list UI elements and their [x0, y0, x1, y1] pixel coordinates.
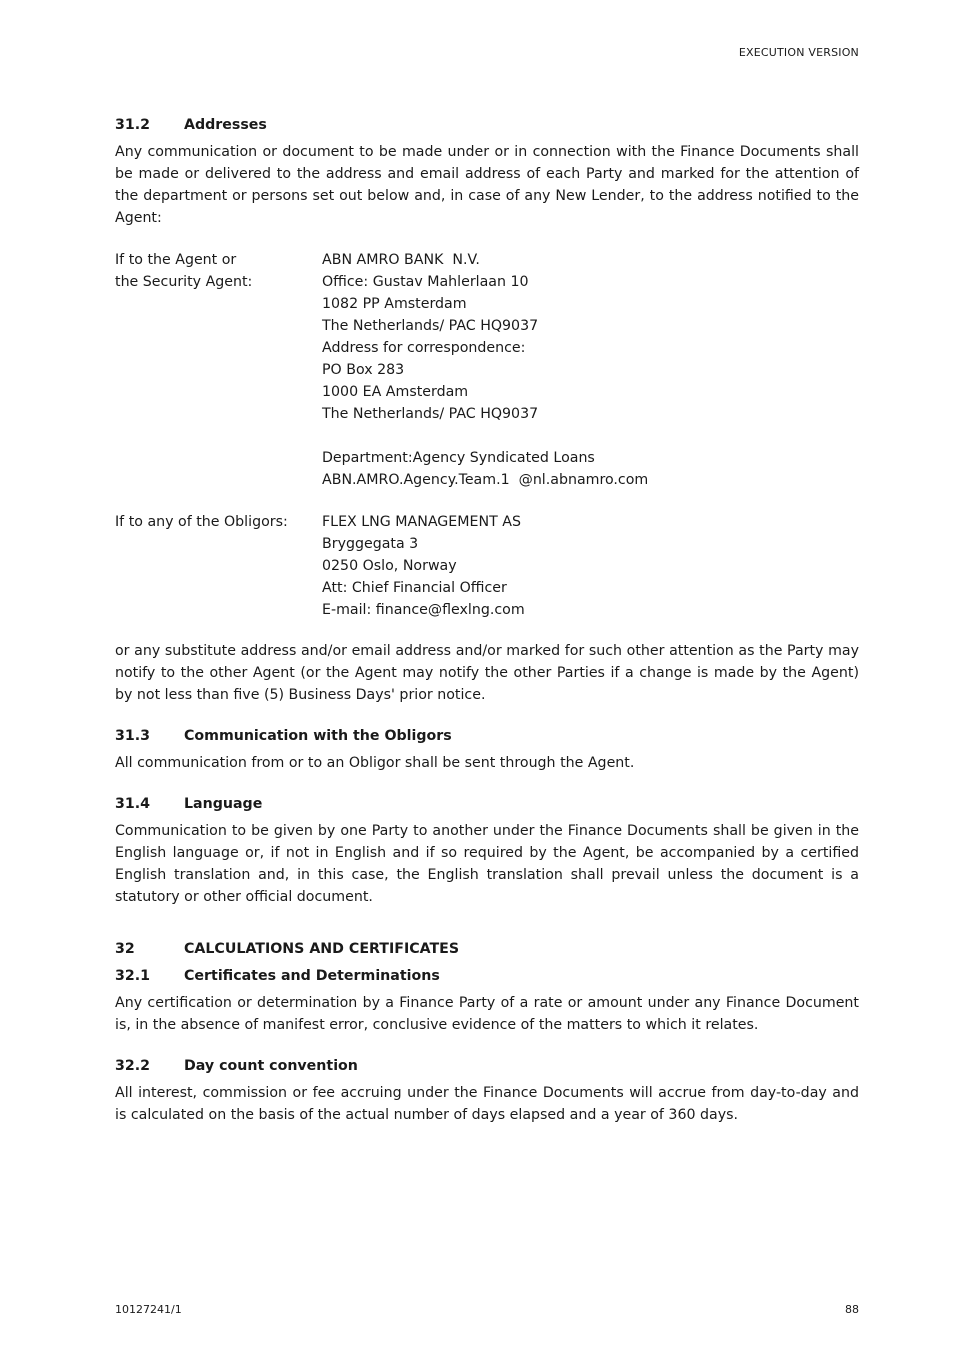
language-paragraph: Communication to be given by one Party to another under the Finance Documents shall be given in the English language or, if not in English and if so required by the Agent, be accompanied by a certified English translation and, in this case, the English translation shall prevail unless the document is a statutory or other official document. — [115, 823, 859, 905]
address-line: ABN AMRO BANK N.V. — [322, 252, 480, 268]
spacer — [322, 425, 648, 447]
section-number: 32.2 — [115, 1058, 151, 1074]
heading-31-3 — [115, 725, 859, 747]
substitute-address-paragraph: or any substitute address and/or email address and/or marked for such other attention as the Party may notify to the other Agent (or the Agent may notify the other Parties if a change is made by the Agent) by not less than five (5) Business Days' prior notice. — [115, 643, 859, 703]
agent-address-lines — [322, 249, 648, 491]
address-line: Att: Chief Financial Officer — [322, 580, 507, 596]
heading-32-2 — [115, 1055, 859, 1077]
heading-32-1 — [115, 965, 859, 987]
address-line: 1082 PP Amsterdam — [322, 296, 467, 312]
address-line: 1000 EA Amsterdam — [322, 384, 469, 400]
address-line: Office: Gustav Mahlerlaan 10 — [322, 274, 529, 290]
section-title: Language — [184, 796, 263, 812]
section-number: 32.1 — [115, 968, 151, 984]
obligors-address-lines — [322, 511, 525, 621]
agent-label-line: If to the Agent or — [115, 252, 237, 268]
agent-label-line: the Security Agent: — [115, 274, 253, 290]
address-line: The Netherlands/ PAC HQ9037 — [322, 318, 539, 334]
address-line: PO Box 283 — [322, 362, 405, 378]
agent-address-block — [115, 249, 859, 491]
section-title: Day count convention — [184, 1058, 358, 1074]
heading-31-4 — [115, 793, 859, 815]
section-number: 31.4 — [115, 796, 151, 812]
document-reference: 10127241/1 — [115, 1303, 182, 1316]
section-title: CALCULATIONS AND CERTIFICATES — [184, 941, 460, 957]
address-line: Address for correspondence: — [322, 340, 526, 356]
heading-32 — [115, 938, 859, 960]
section-number: 31.3 — [115, 728, 151, 744]
department-line: Department:Agency Syndicated Loans — [322, 450, 595, 466]
section-number: 31.2 — [115, 117, 151, 133]
communication-paragraph: All communication from or to an Obligor shall be sent through the Agent. — [115, 755, 635, 771]
section-title: Certificates and Determinations — [184, 968, 440, 984]
address-line: The Netherlands/ PAC HQ9037 — [322, 406, 539, 422]
version-label: EXECUTION VERSION — [738, 46, 859, 59]
heading-31-2 — [115, 114, 859, 136]
addresses-paragraph: Any communication or document to be made under or in connection with the Finance Documents shall be made or delivered to the address and email address of each Party and marked for the attention of the department or persons set out below and, in case of any New Lender, to the address notified to the Agent: — [115, 144, 859, 226]
section-number: 32 — [115, 941, 135, 957]
agent-label — [115, 249, 322, 491]
agent-email: ABN.AMRO.Agency.Team.1 @nl.abnamro.com — [322, 472, 649, 488]
address-line: Bryggegata 3 — [322, 536, 419, 552]
obligors-email: E-mail: finance@flexlng.com — [322, 602, 525, 618]
obligors-address-block — [115, 511, 859, 621]
section-title: Addresses — [184, 117, 267, 133]
address-line: 0250 Oslo, Norway — [322, 558, 457, 574]
document-body — [115, 114, 859, 1126]
day-count-paragraph: All interest, commission or fee accruing under the Finance Documents will accrue from day-to-day and is calculated on the basis of the actual number of days elapsed and a year of 360 days. — [115, 1085, 859, 1123]
obligors-label: If to any of the Obligors: — [115, 514, 288, 530]
section-title: Communication with the Obligors — [184, 728, 452, 744]
certificates-paragraph: Any certification or determination by a Finance Party of a rate or amount under any Finance Document is, in the absence of manifest error, conclusive evidence of the matters to which it relates. — [115, 995, 859, 1033]
page-number: 88 — [845, 1303, 859, 1316]
address-line: FLEX LNG MANAGEMENT AS — [322, 514, 521, 530]
